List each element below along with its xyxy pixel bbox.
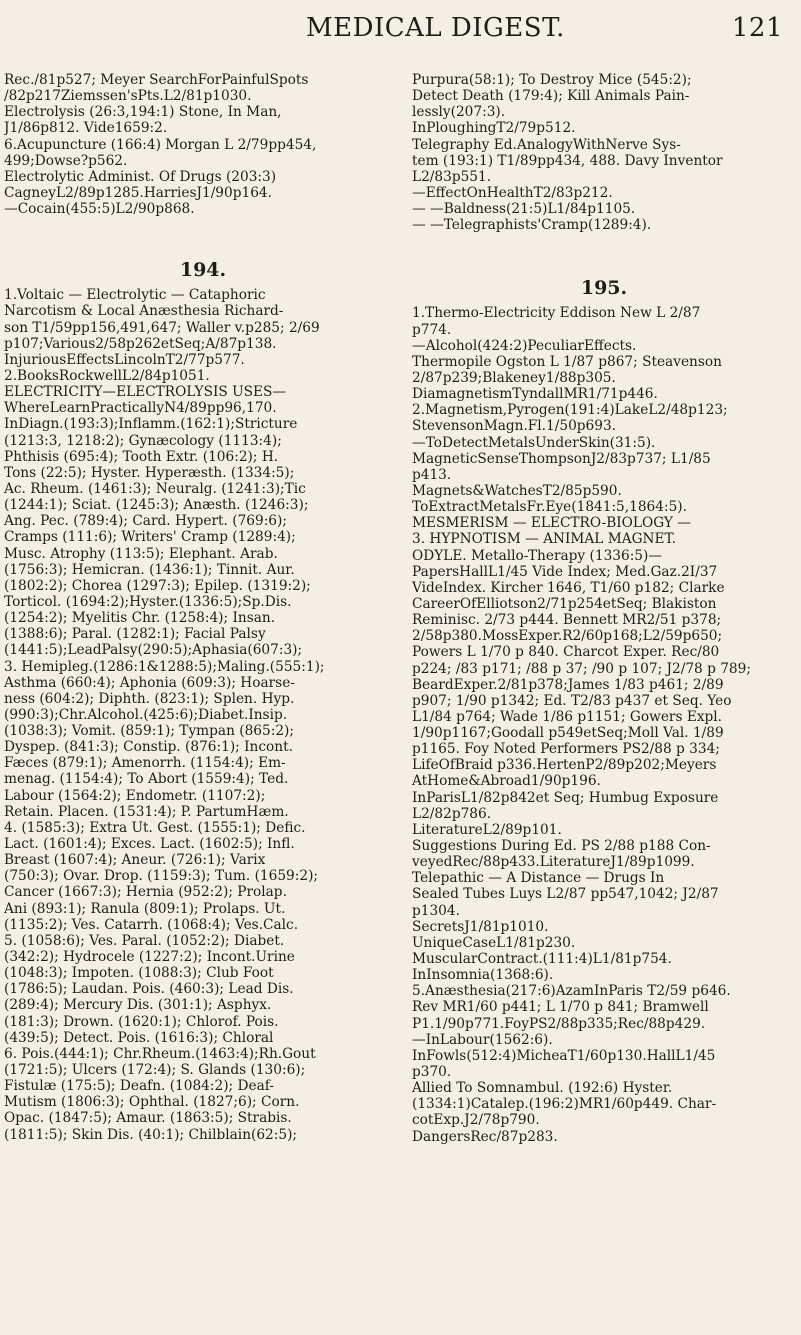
index-entry-line: (1802:2); Chorea (1297:3); Epilep. (1319:2); — [4, 577, 311, 594]
index-entry-line: Narcotism & Local Anæsthesia Richard- — [4, 303, 284, 320]
left-column — [4, 72, 402, 1143]
index-entry-line: 1.Voltaic — Electrolytic — Cataphoric — [4, 287, 266, 304]
index-entry-line: cotExp.J2/78p790. — [412, 1112, 540, 1129]
index-entry-line: (181:3); Drown. (1620:1); Chlorof. Pois. — [4, 1013, 279, 1030]
index-entry-line: (1441:5);LeadPalsy(290:5);Aphasia(607:3); — [4, 642, 303, 659]
index-entry-line: — —Telegraphists'Cramp(1289:4). — [412, 217, 652, 234]
index-entry-line: Telegraphy Ed.AnalogyWithNerve Sys- — [412, 136, 681, 153]
index-entry-line: — —Baldness(21:5)L1/84p1105. — [412, 201, 636, 218]
index-entry-line: 2.Magnetism,Pyrogen(191:4)LakeL2/48p123; — [412, 402, 728, 419]
index-entry-line: (1244:1); Sciat. (1245:3); Anæsth. (1246:3); — [4, 497, 309, 514]
index-entry-line: 1.Thermo-Electricity Eddison New L 2/87 — [412, 305, 701, 322]
index-entry-line: VideIndex. Kircher 1646, T1/60 p182; Clarke — [412, 579, 725, 596]
index-entry-line: InInsomnia(1368:6). — [412, 967, 554, 984]
index-entry-line: P1.1/90p771.FoyPS2/88p335;Rec/88p429. — [412, 1015, 706, 1032]
index-entry-line: Ac. Rheum. (1461:3); Neuralg. (1241:3);Tic — [4, 480, 306, 497]
index-entry-line: —EffectOnHealthT2/83p212. — [412, 184, 613, 201]
index-entry-line: (1048:3); Impoten. (1088:3); Club Foot — [4, 965, 274, 982]
index-entry-line: Fistulæ (175:5); Deafn. (1084:2); Deaf- — [4, 1078, 274, 1095]
index-entry-line: (1388:6); Paral. (1282:1); Facial Palsy — [4, 626, 266, 643]
index-entry-line: Rec./81p527; Meyer SearchForPainfulSpots — [4, 72, 309, 88]
index-entry-line: Electrolytic Administ. Of Drugs (203:3) — [4, 168, 277, 185]
index-entry-line: (1786:5); Laudan. Pois. (460:3); Lead Dis. — [4, 981, 294, 998]
index-entry-line: DangersRec/87p283. — [412, 1128, 558, 1145]
index-entry-line: (342:2); Hydrocele (1227:2); Incont.Urine — [4, 949, 295, 966]
index-entry-line: Musc. Atrophy (113:5); Elephant. Arab. — [4, 545, 278, 562]
index-entry-line: (1254:2); Myelitis Chr. (1258:4); Insan. — [4, 610, 276, 627]
index-entry-line: CareerOfElliotson2/71p254etSeq; Blakiston — [412, 595, 717, 612]
index-entry-line: Purpura(58:1); To Destroy Mice (545:2); — [412, 72, 692, 88]
section-number-195: 195. — [580, 277, 628, 300]
index-entry-line: 1/90p1167;Goodall p549etSeq;Moll Val. 1/89 — [412, 725, 724, 742]
running-title: MEDICAL DIGEST. — [306, 13, 565, 43]
index-entry-line: (990:3);Chr.Alcohol.(425:6);Diabet.Insip. — [4, 706, 288, 723]
index-entry-line: 3. Hemipleg.(1286:1&1288:5);Maling.(555:1); — [4, 658, 325, 675]
right-column — [412, 72, 796, 1145]
index-entry-line: LifeOfBraid p336.HertenP2/89p202;Meyers — [412, 757, 717, 774]
index-entry-line: 5. (1058:6); Ves. Paral. (1052:2); Diabet. — [4, 932, 285, 949]
index-entry-line: p1165. Foy Noted Performers PS2/88 p 334; — [412, 741, 720, 758]
index-entry-line: Fæces (879:1); Amenorrh. (1154:4); Em- — [4, 755, 286, 772]
index-entry-line: (1811:5); Skin Dis. (40:1); Chilblain(62:5); — [4, 1126, 298, 1143]
index-entry-line: Breast (1607:4); Aneur. (726:1); Varix — [4, 852, 266, 869]
index-entry-line: Sealed Tubes Luys L2/87 pp547,1042; J2/87 — [412, 886, 719, 903]
index-entry-line: DiamagnetismTyndallMR1/71p446. — [412, 386, 658, 403]
index-entry-line: BeardExper.2/81p378;James 1/83 p461; 2/89 — [412, 676, 724, 693]
index-entry-line: 2.BooksRockwellL2/84p1051. — [4, 367, 210, 384]
index-entry-line: WhereLearnPracticallyN4/89pp96,170. — [4, 400, 277, 417]
page-number: 121 — [731, 13, 783, 43]
index-entry-line: Reminisc. 2/73 p444. Bennett MR2/51 p378; — [412, 612, 722, 629]
index-entry-line: MuscularContract.(111:4)L1/81p754. — [412, 951, 672, 968]
index-entry-line: (439:5); Detect. Pois. (1616:3); Chloral — [4, 1029, 274, 1046]
index-entry-line: Cramps (111:6); Writers' Cramp (1289:4); — [4, 529, 296, 546]
index-entry-line: Lact. (1601:4); Exces. Lact. (1602:5); Infl. — [4, 836, 295, 853]
index-entry-line: L1/84 p764; Wade 1/86 p1151; Gowers Expl. — [412, 708, 723, 725]
index-entry-line: J1/86p812. Vide1659:2. — [4, 120, 168, 137]
index-entry-line: p907; 1/90 p1342; Ed. T2/83 p437 et Seq. Yeo — [412, 692, 732, 709]
index-entry-line: 6. Pois.(444:1); Chr.Rheum.(1463:4);Rh.Gout — [4, 1045, 316, 1062]
index-entry-line: MagneticSenseThompsonJ2/83p737; L1/85 — [412, 450, 711, 467]
index-entry-line: ness (604:2); Diphth. (823:1); Splen. Hyp. — [4, 690, 295, 707]
index-entry-line: 3. HYPNOTISM — ANIMAL MAGNET. — [412, 531, 676, 548]
index-entry-line: —Alcohol(424:2)PeculiarEffects. — [412, 337, 637, 354]
index-entry-line: 5.Anæsthesia(217:6)AzamInParis T2/59 p646. — [412, 983, 731, 1000]
index-entry-line: p224; /83 p171; /88 p 37; /90 p 107; J2/78 p 789; — [412, 660, 751, 677]
index-entry-line: 499;Dowse?p562. — [4, 152, 128, 169]
index-entry-line: InDiagn.(193:3);Inflamm.(162:1);Stricture — [4, 416, 298, 433]
index-entry-line: (1721:5); Ulcers (172:4); S. Glands (130:6); — [4, 1062, 306, 1079]
index-entry-line: —InLabour(1562:6). — [412, 1031, 553, 1048]
index-entry-line: LiteratureL2/89p101. — [412, 821, 562, 838]
index-entry-line: 4. (1585:3); Extra Ut. Gest. (1555:1); Defic. — [4, 819, 306, 836]
index-entry-line: (750:3); Ovar. Drop. (1159:3); Tum. (1659:2); — [4, 868, 319, 885]
index-entry-line: CagneyL2/89p1285.HarriesJ1/90p164. — [4, 184, 272, 201]
index-entry-line: ODYLE. Metallo-Therapy (1336:5)— — [412, 547, 663, 564]
index-entry-line: InjuriousEffectsLincolnT2/77p577. — [4, 351, 245, 368]
index-entry-line: 2/58p380.MossExper.R2/60p168;L2/59p650; — [412, 628, 723, 645]
index-entry-line: 2/87p239;Blakeney1/88p305. — [412, 369, 616, 386]
index-entry-line: son T1/59pp156,491,647; Waller v.p285; 2/69 — [4, 319, 320, 336]
index-entry-line: 6.Acupuncture (166:4) Morgan L 2/79pp454, — [4, 136, 317, 153]
index-entry-line: Allied To Somnambul. (192:6) Hyster. — [412, 1080, 673, 1097]
index-entry-line: (1038:3); Vomit. (859:1); Tympan (865:2); — [4, 723, 294, 740]
index-entry-line: Opac. (1847:5); Amaur. (1863:5); Strabis. — [4, 1110, 292, 1127]
index-entry-line: Detect Death (179:4); Kill Animals Pain- — [412, 88, 690, 105]
index-entry-line: —Cocain(455:5)L2/90p868. — [4, 201, 195, 218]
index-entry-line: StevensonMagn.Fl.1/50p693. — [412, 418, 617, 435]
index-entry-line: Suggestions During Ed. PS 2/88 p188 Con- — [412, 838, 711, 855]
index-entry-line: InParisL1/82p842et Seq; Humbug Exposure — [412, 789, 719, 806]
index-entry-line: AtHome&Abroad1/90p196. — [412, 773, 601, 790]
index-entry-line: Tons (22:5); Hyster. Hyperæsth. (1334:5); — [4, 464, 295, 481]
index-entry-line: (1135:2); Ves. Catarrh. (1068:4); Ves.Calc. — [4, 916, 299, 933]
index-entry-line: PapersHallL1/45 Vide Index; Med.Gaz.2I/37 — [412, 563, 718, 580]
index-entry-line: menag. (1154:4); To Abort (1559:4); Ted. — [4, 771, 289, 788]
index-entry-line: tem (193:1) T1/89pp434, 488. Davy Inventor — [412, 152, 723, 169]
index-entry-line: Thermopile Ogston L 1/87 p867; Steavenson — [412, 353, 722, 370]
index-entry-line: Dyspep. (841:3); Constip. (876:1); Incont. — [4, 739, 293, 756]
index-entry-line: (1213:3, 1218:2); Gynæcology (1113:4); — [4, 432, 282, 449]
left-continued-entries — [4, 72, 402, 217]
index-entry-line: L2/82p786. — [412, 805, 492, 822]
index-entry-line: Rev MR1/60 p441; L 1/70 p 841; Bramwell — [412, 999, 709, 1016]
index-entry-line: UniqueCaseL1/81p230. — [412, 934, 576, 951]
index-entry-line: InFowls(512:4)MicheaT1/60p130.HallL1/45 — [412, 1047, 716, 1064]
index-entry-line: SecretsJ1/81p1010. — [412, 918, 549, 935]
section-number-194: 194. — [179, 259, 227, 282]
right-continued-entries — [412, 72, 796, 233]
running-header — [0, 8, 801, 48]
index-entry-line: Torticol. (1694:2);Hyster.(1336:5);Sp.Dis. — [4, 593, 292, 610]
index-entry-line: p774. — [412, 321, 452, 338]
section-195-entries — [412, 305, 796, 1144]
index-entry-line: Labour (1564:2); Endometr. (1107:2); — [4, 787, 266, 804]
section-194-entries — [4, 287, 402, 1142]
index-entry-line: (289:4); Mercury Dis. (301:1); Asphyx. — [4, 997, 272, 1014]
index-entry-line: Retain. Placen. (1531:4); P. PartumHæm. — [4, 803, 289, 820]
index-entry-line: Magnets&WatchesT2/85p590. — [412, 482, 622, 499]
index-entry-line: /82p217Ziemssen'sPts.L2/81p1030. — [4, 88, 252, 105]
index-entry-line: Cancer (1667:3); Hernia (952:2); Prolap. — [4, 884, 287, 901]
index-entry-line: p370. — [412, 1064, 452, 1081]
index-entry-line: p1304. — [412, 902, 460, 919]
index-entry-line: (1334:1)Catalep.(196:2)MR1/60p449. Char- — [412, 1096, 717, 1113]
index-entry-line: Powers L 1/70 p 840. Charcot Exper. Rec/80 — [412, 644, 720, 661]
index-entry-line: Electrolysis (26:3,194:1) Stone, In Man, — [4, 104, 282, 121]
index-entry-line: Asthma (660:4); Aphonia (609:3); Hoarse- — [4, 674, 295, 691]
index-entry-line: Ani (893:1); Ranula (809:1); Prolaps. Ut. — [4, 900, 286, 917]
index-entry-line: Ang. Pec. (789:4); Card. Hypert. (769:6); — [4, 513, 287, 530]
index-entry-line: InPloughingT2/79p512. — [412, 120, 576, 137]
index-entry-line: Phthisis (695:4); Tooth Extr. (106:2); H. — [4, 448, 279, 465]
index-entry-line: MESMERISM — ELECTRO-BIOLOGY — — [412, 515, 691, 532]
index-entry-line: L2/83p551. — [412, 168, 492, 185]
index-entry-line: (1756:3); Hemicran. (1436:1); Tinnit. Aur. — [4, 561, 295, 578]
index-entry-line: ToExtractMetalsFr.Eye(1841:5,1864:5). — [412, 499, 687, 516]
index-entry-line: veyedRec/88p433.LiteratureJ1/89p1099. — [412, 854, 695, 871]
index-entry-line: p107;Various2/58p262etSeq;A/87p138. — [4, 335, 277, 352]
index-entry-line: lessly(207:3). — [412, 104, 506, 121]
index-entry-line: ELECTRICITY—ELECTROLYSIS USES— — [4, 384, 287, 401]
index-entry-line: p413. — [412, 466, 452, 483]
index-entry-line: Mutism (1806:3); Ophthal. (1827;6); Corn. — [4, 1094, 300, 1111]
index-entry-line: Telepathic — A Distance — Drugs In — [412, 870, 665, 887]
index-entry-line: —ToDetectMetalsUnderSkin(31:5). — [412, 434, 656, 451]
